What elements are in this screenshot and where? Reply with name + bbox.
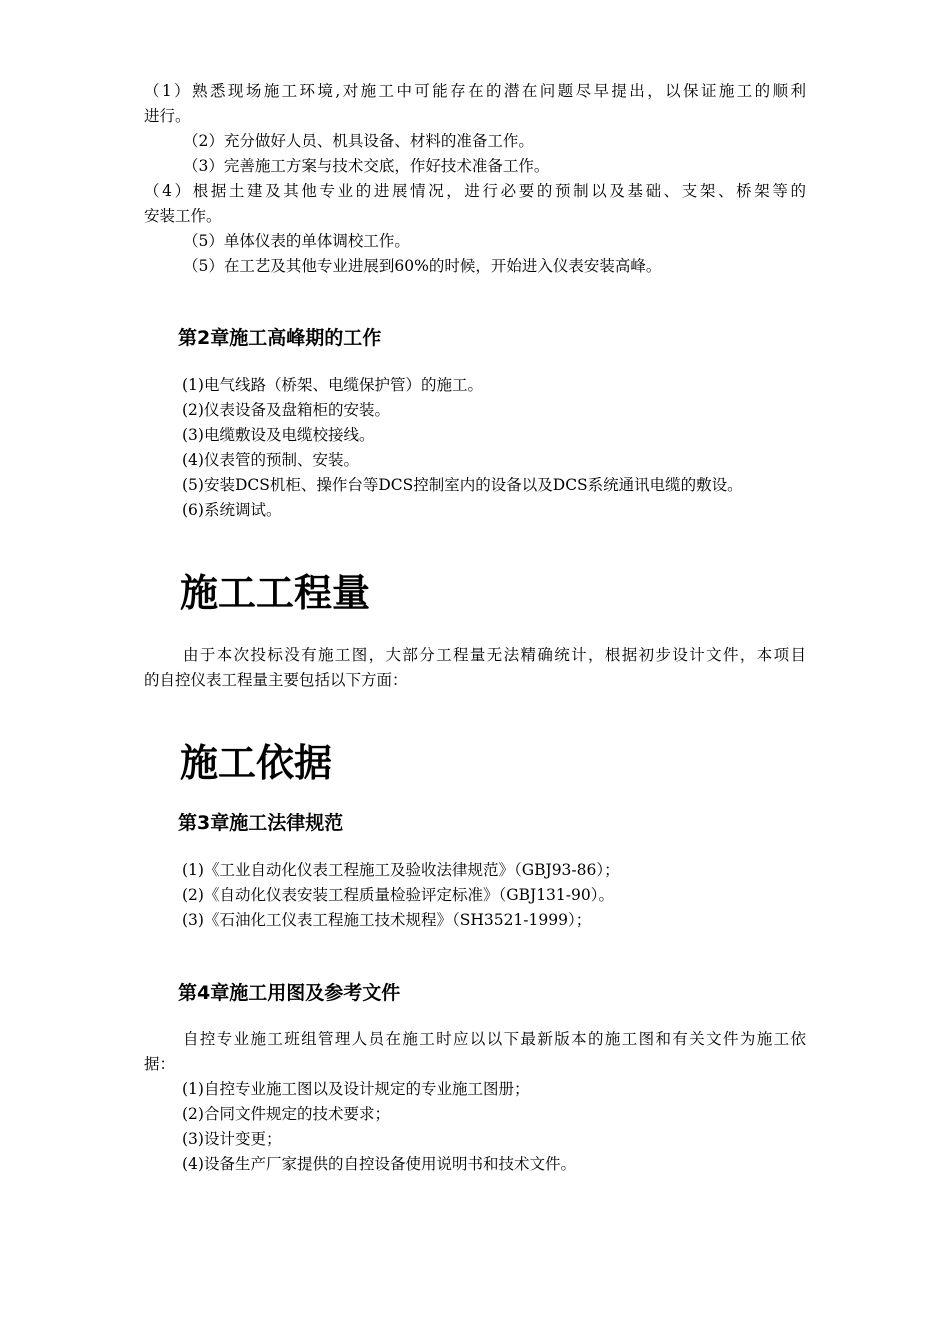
chapter-3-item-3: (3)《石油化工仪表工程施工技术规程》（SH3521-1999）；: [182, 911, 592, 929]
chapter-4-intro-line-1: 自控专业施工班组管理人员在施工时应以以下最新版本的施工图和有关文件为施工依: [183, 1030, 806, 1048]
quantity-para-line-2: 的自控仪表工程量主要包括以下方面：: [144, 671, 408, 689]
quantity-para-line-1: 由于本次投标没有施工图，大部分工程量无法精确统计，根据初步设计文件，本项目: [183, 646, 806, 664]
chapter-2-item-6: (6)系统调试。: [182, 501, 282, 519]
chapter-4-item-3: (3)设计变更；: [182, 1130, 282, 1148]
quantity-heading: 施工工程量: [180, 571, 371, 615]
chapter-3-item-2: (2)《自动化仪表安装工程质量检验评定标准》（GBJ131-90）。: [182, 886, 614, 904]
chapter-4-item-4: (4)设备生产厂家提供的自控设备使用说明书和技术文件。: [182, 1155, 576, 1173]
prep-item-4-line-2: 安装工作。: [144, 207, 222, 225]
prep-item-1-line-2: 进行。: [144, 107, 191, 125]
prep-item-5b: （5）在工艺及其他专业进展到60%的时候，开始进入仪表安装高峰。: [183, 257, 662, 275]
chapter-3-heading: 第3章施工法律规范: [178, 812, 344, 834]
chapter-4-intro-line-2: 据：: [144, 1055, 176, 1073]
prep-item-1-line-1: （1）熟悉现场施工环境,对施工中可能存在的潜在问题尽早提出，以保证施工的顺利: [144, 82, 806, 100]
chapter-2-item-4: (4)仪表管的预制、安装。: [182, 451, 359, 469]
prep-item-3: （3）完善施工方案与技术交底，作好技术准备工作。: [183, 157, 550, 175]
chapter-2-item-3: (3)电缆敷设及电缆校接线。: [182, 426, 375, 444]
chapter-4-heading: 第4章施工用图及参考文件: [178, 982, 401, 1004]
chapter-4-item-1: (1)自控专业施工图以及设计规定的专业施工图册；: [182, 1080, 530, 1098]
chapter-2-item-5: (5)安装DCS机柜、操作台等DCS控制室内的设备以及DCS系统通讯电缆的敷设。: [182, 476, 743, 494]
chapter-3-item-1: (1)《工业自动化仪表工程施工及验收法律规范》（GBJ93-86）；: [182, 861, 620, 879]
prep-item-4-line-1: （4）根据土建及其他专业的进展情况，进行必要的预制以及基础、支架、桥架等的: [144, 182, 806, 200]
chapter-2-item-2: (2)仪表设备及盘箱柜的安装。: [182, 401, 390, 419]
basis-heading: 施工依据: [180, 741, 333, 785]
chapter-4-item-2: (2)合同文件规定的技术要求；: [182, 1105, 390, 1123]
chapter-2-item-1: (1)电气线路（桥架、电缆保护管）的施工。: [182, 376, 483, 394]
prep-item-5a: （5）单体仪表的单体调校工作。: [183, 232, 410, 250]
chapter-2-heading: 第2章施工高峰期的工作: [178, 327, 382, 349]
prep-item-2: （2）充分做好人员、机具设备、材料的准备工作。: [183, 132, 534, 150]
